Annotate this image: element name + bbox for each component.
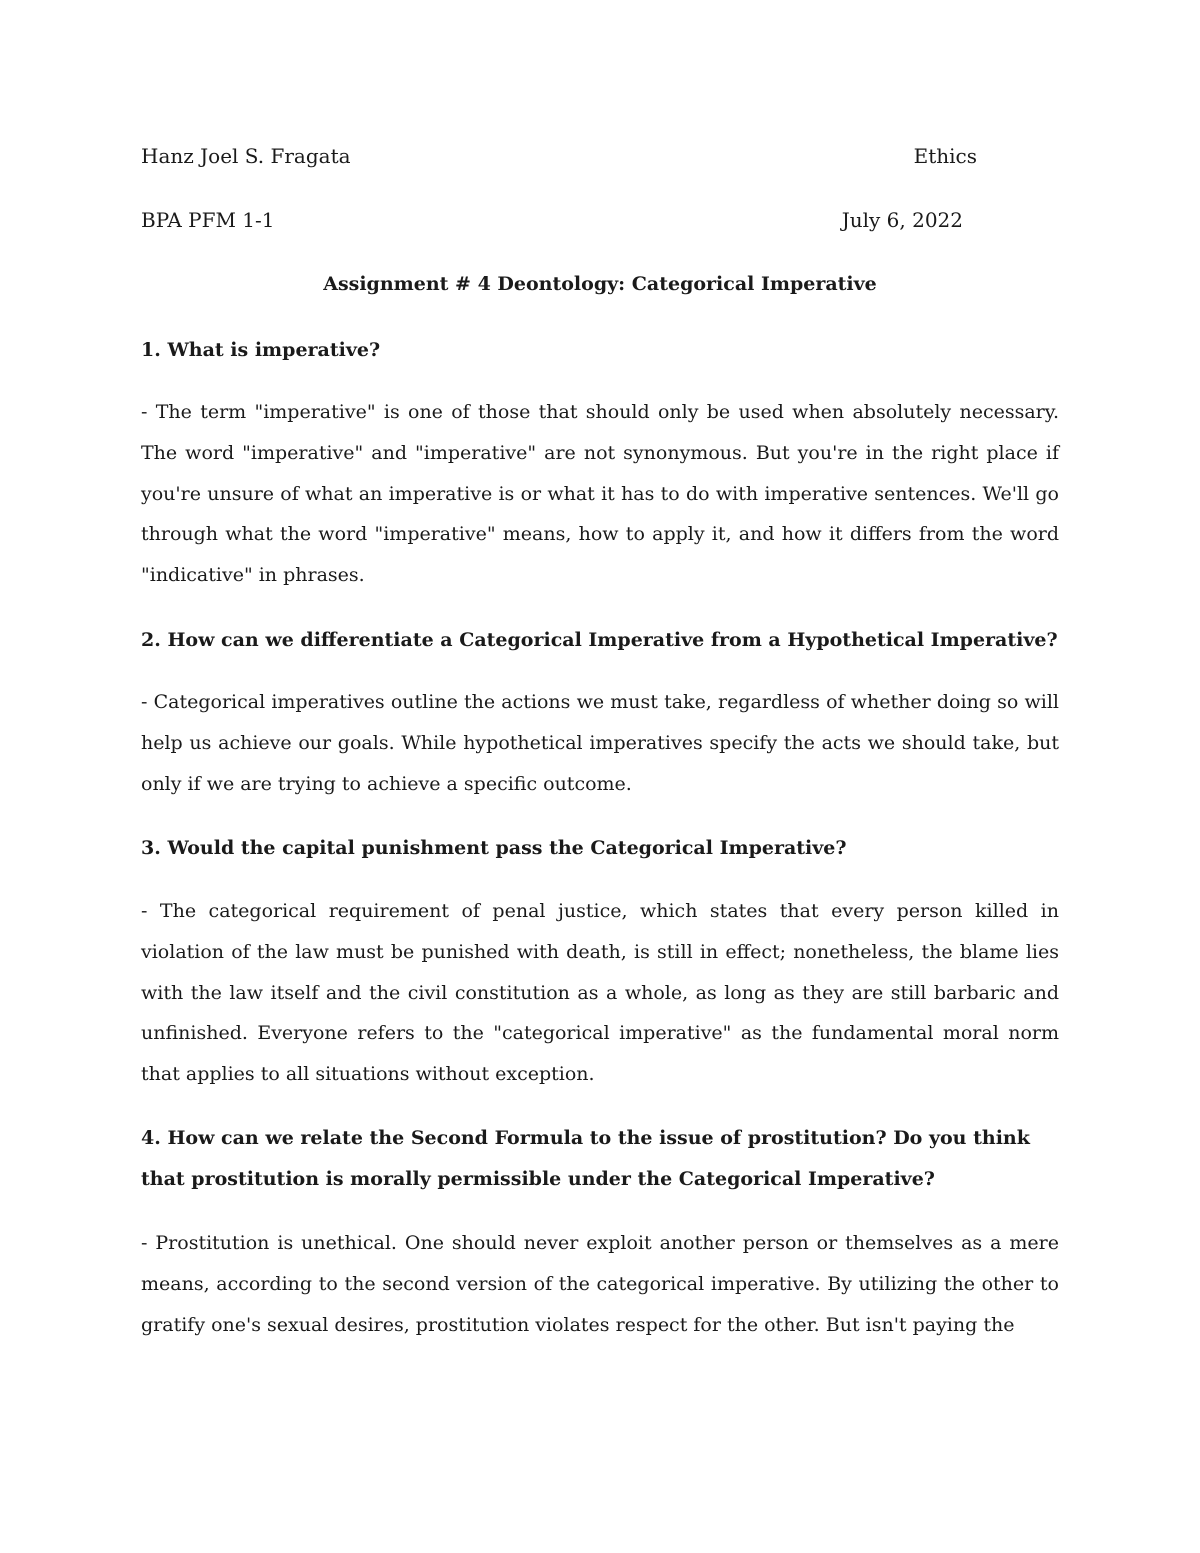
question-4: 4. How can we relate the Second Formula to the issue of prostitution? Do you think that prostitution is morally permissible under the Categorical Imperative?: [141, 1127, 1030, 1190]
answer-4: - Prostitution is unethical. One should never exploit another person or themselves as a mere means, according to the second version of the categorical imperative. By utilizing the other to gratify one's sexual desires, prostitution violates respect for the other. But isn't paying the: [141, 1232, 1059, 1336]
answer-2: - Categorical imperatives outline the actions we must take, regardless of whether doing so will help us achieve our goals. While hypothetical imperatives specify the acts we should take, but only if we are trying to achieve a specific outcome.: [141, 691, 1059, 795]
question-3: 3. Would the capital punishment pass the Categorical Imperative?: [141, 837, 847, 859]
subject-name: Ethics: [913, 144, 977, 168]
answer-1: - The term "imperative" is one of those that should only be used when absolutely necessary. The word "imperative" and "imperative" are not synonymous. But you're in the right place if you're unsure of what an imperative is or what it has to do with imperative sentences. We'll go through what the word "imperative" means, how to apply it, and how it differs from the word "indicative" in phrases.: [141, 401, 1059, 587]
student-name: Hanz Joel S. Fragata: [141, 144, 351, 168]
header-row-1: [141, 144, 977, 168]
header-row-2: [141, 208, 977, 232]
assignment-title: Assignment # 4 Deontology: Categorical Imperative: [323, 273, 877, 295]
question-1: 1. What is imperative?: [141, 339, 381, 361]
date-label: July 6, 2022: [841, 208, 963, 232]
question-2: 2. How can we differentiate a Categorical Imperative from a Hypothetical Imperative?: [141, 629, 1058, 651]
section-label: BPA PFM 1-1: [141, 208, 275, 232]
answer-3: - The categorical requirement of penal justice, which states that every person killed in violation of the law must be punished with death, is still in effect; nonetheless, the blame lies with the law itself and the civil constitution as a whole, as long as they are still barbaric and unfinished. Everyone refers to the "categorical imperative" as the fundamental moral norm that applies to all situations without exception.: [141, 900, 1059, 1086]
